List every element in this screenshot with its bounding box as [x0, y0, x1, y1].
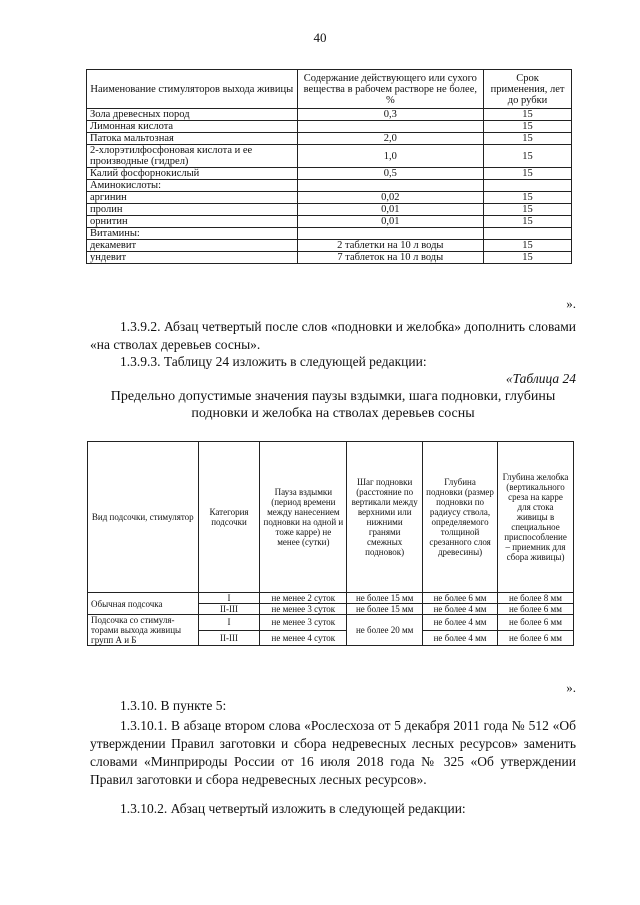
table-header-row	[87, 70, 572, 109]
table-cell-type: Обычная подсочка	[88, 593, 199, 615]
table-row	[88, 615, 574, 631]
paragraph-1-3-9-2: 1.3.9.2. Абзац четвертый после слов «подновки и желобка» дополнить словами «на стволах деревьев сосны».	[90, 319, 576, 352]
table-header-cell: Срок применения, лет до рубки	[484, 70, 572, 109]
concentration-cell: 0,5	[297, 168, 484, 180]
table-title: Предельно допустимые значения паузы вздымки, шага подновки, глубины подновки и желобка на стволах деревьев сосны	[110, 389, 556, 421]
paragraph-1-3-10-2: 1.3.10.2. Абзац четвертый изложить в следующей редакции:	[120, 801, 466, 816]
table-row	[87, 133, 572, 145]
table-cell: не менее 4 суток	[260, 630, 347, 646]
concentration-cell: 0,01	[297, 216, 484, 228]
stimulator-name-cell: Аминокислоты:	[87, 180, 298, 192]
table-row	[87, 204, 572, 216]
table-cell-type: Подсочка со стимуля-торами выхода живицы групп А и Б	[88, 615, 199, 646]
term-cell: 15	[484, 133, 572, 145]
table-row	[87, 180, 572, 192]
concentration-cell	[297, 228, 484, 240]
term-cell: 15	[484, 145, 572, 168]
table-cell: I	[198, 615, 260, 631]
table-cell: I	[198, 593, 260, 604]
table-cell: не более 20 мм	[347, 615, 423, 646]
table-row	[87, 109, 572, 121]
table-header-cell: Содержание действующего или сухого вещества в рабочем растворе не более, %	[297, 70, 484, 109]
term-cell: 15	[484, 192, 572, 204]
stimulator-name-cell: Лимонная кислота	[87, 121, 298, 133]
table-row	[87, 240, 572, 252]
table-header-cell: Глубина подновки (размер подновки по радиусу ствола, определяемого толщиной срезанного слоя древесины)	[423, 442, 498, 593]
quote-close: ».	[566, 296, 576, 311]
term-cell: 15	[484, 216, 572, 228]
table-cell: не более 6 мм	[498, 615, 574, 631]
paragraph-1-3-9-3: 1.3.9.3. Таблицу 24 изложить в следующей редакции:	[120, 354, 427, 369]
table-cell: не менее 3 суток	[260, 615, 347, 631]
stimulator-name-cell: 2-хлорэтилфосфоновая кислота и ее производные (гидрел)	[87, 145, 298, 168]
table-cell: не более 15 мм	[347, 604, 423, 615]
table-header-cell: Пауза вздымки (период времени между нанесением подновки на одной и тоже карре) не менее (сутки)	[260, 442, 347, 593]
term-cell	[484, 180, 572, 192]
concentration-cell: 1,0	[297, 145, 484, 168]
table-row	[88, 593, 574, 604]
stimulator-name-cell: пролин	[87, 204, 298, 216]
concentration-cell: 0,3	[297, 109, 484, 121]
term-cell: 15	[484, 240, 572, 252]
table-header-cell: Вид подсочки, стимулятор	[88, 442, 199, 593]
stimulator-name-cell: Витамины:	[87, 228, 298, 240]
term-cell: 15	[484, 204, 572, 216]
table-row	[87, 216, 572, 228]
table-header-cell: Наименование стимуляторов выхода живицы	[87, 70, 298, 109]
table-header-cell: Категория подсочки	[198, 442, 260, 593]
table-row	[87, 228, 572, 240]
table-cell: не более 6 мм	[498, 630, 574, 646]
tapping-limits-table	[87, 441, 574, 646]
concentration-cell: 2,0	[297, 133, 484, 145]
table-row	[87, 121, 572, 133]
table-cell: не более 6 мм	[423, 593, 498, 604]
table-cell: II-III	[198, 630, 260, 646]
quote-close-2: ».	[566, 680, 576, 695]
stimulator-name-cell: орнитин	[87, 216, 298, 228]
term-cell: 15	[484, 121, 572, 133]
concentration-cell: 7 таблеток на 10 л воды	[297, 252, 484, 264]
table-cell: не более 6 мм	[498, 604, 574, 615]
stimulator-name-cell: Зола древесных пород	[87, 109, 298, 121]
stimulator-name-cell: аргинин	[87, 192, 298, 204]
concentration-cell	[297, 180, 484, 192]
concentration-cell	[297, 121, 484, 133]
stimulator-name-cell: Калий фосфорнокислый	[87, 168, 298, 180]
concentration-cell: 0,02	[297, 192, 484, 204]
stimulator-name-cell: Патока мальтозная	[87, 133, 298, 145]
term-cell: 15	[484, 168, 572, 180]
table-header-cell: Глубина желобка (вертикального среза на карре для стока живицы в специальное приспособление – приемник для сбора живицы)	[498, 442, 574, 593]
table-row	[87, 168, 572, 180]
table-cell: не более 8 мм	[498, 593, 574, 604]
stimulators-table	[86, 69, 572, 264]
term-cell: 15	[484, 109, 572, 121]
table-cell: II-III	[198, 604, 260, 615]
table-cell: не менее 2 суток	[260, 593, 347, 604]
table-cell: не менее 3 суток	[260, 604, 347, 615]
paragraph-1-3-10: 1.3.10. В пункте 5:	[120, 698, 227, 713]
table-row	[87, 192, 572, 204]
concentration-cell: 0,01	[297, 204, 484, 216]
paragraph-1-3-10-1: 1.3.10.1. В абзаце втором слова «Рослесхоза от 5 декабря 2011 года № 512 «Об утверждении Правил заготовки и сбора недревесных лесных ресурсов» заменить словами «Минприроды России от 16 июля 2018 года № 325 «Об утверждении Правил заготовки и сбора недревесных лесных ресурсов».	[90, 718, 576, 787]
term-cell: 15	[484, 252, 572, 264]
table-row	[87, 252, 572, 264]
term-cell	[484, 228, 572, 240]
stimulator-name-cell: ундевит	[87, 252, 298, 264]
table-caption: «Таблица 24	[505, 371, 576, 386]
table-cell: не более 15 мм	[347, 593, 423, 604]
page-number: 40	[313, 30, 327, 45]
table-cell: не более 4 мм	[423, 604, 498, 615]
concentration-cell: 2 таблетки на 10 л воды	[297, 240, 484, 252]
stimulator-name-cell: декамевит	[87, 240, 298, 252]
table-header-row	[88, 442, 574, 593]
table-cell: не более 4 мм	[423, 630, 498, 646]
table-cell: не более 4 мм	[423, 615, 498, 631]
table-row	[87, 145, 572, 168]
table-header-cell: Шаг подновки (расстояние по вертикали между верхними или нижними гранями смежных подновок)	[347, 442, 423, 593]
